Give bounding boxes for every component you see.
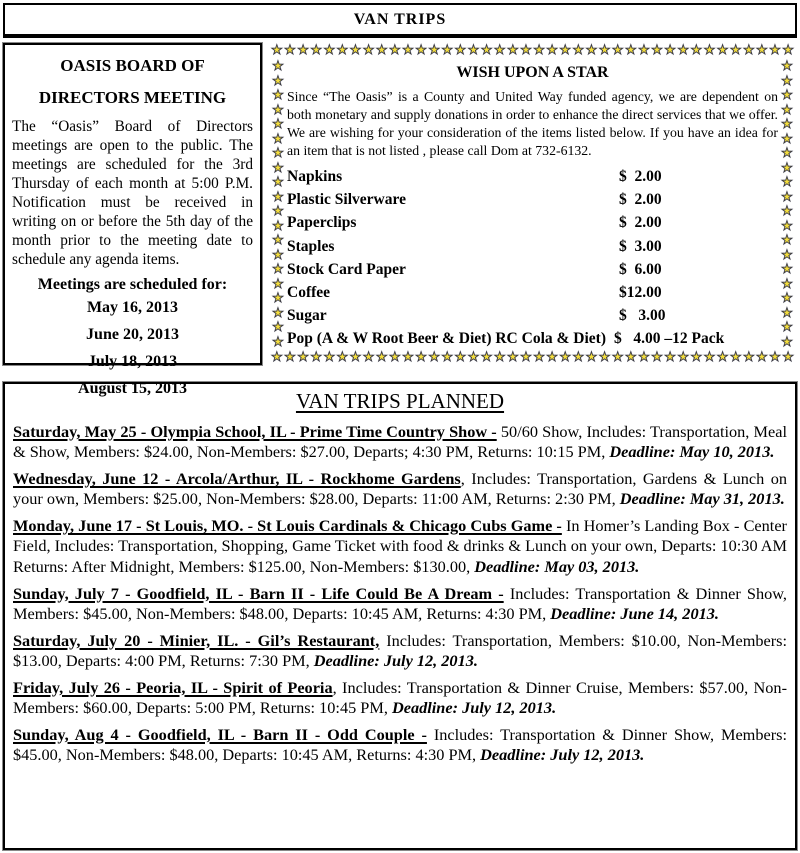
wish-item [287,284,778,307]
trip-deadline: Deadline: May 03, 2013. [474,556,640,576]
star-icon: ★ [506,349,519,364]
star-icon: ★ [716,42,729,57]
wish-item-list [287,168,778,354]
star-icon: ★ [272,290,284,306]
star-icon: ★ [467,42,480,57]
trip-entry [13,469,787,510]
wish-item [287,238,778,261]
star-icon: ★ [297,42,309,57]
star-icon: ★ [284,42,296,57]
trip-details: , Includes: Transportation & Dinner Cruise, Members: $57.00, Non-Members: $60.00, Departs: 5:00 PM, Returns: 10:45 PM, [13,677,787,718]
star-icon: ★ [651,42,663,57]
star-icon: ★ [506,42,519,57]
star-icon: ★ [703,349,716,364]
star-icon: ★ [272,203,284,219]
star-icon: ★ [585,42,598,57]
star-icon: ★ [598,349,611,364]
star-icon: ★ [624,42,637,57]
star-icon: ★ [428,42,440,57]
wish-item-name: Napkins [287,168,343,185]
star-icon: ★ [310,349,322,364]
star-icon: ★ [638,42,650,57]
star-icon: ★ [651,349,663,364]
star-icon: ★ [520,349,532,364]
star-icon: ★ [480,42,493,57]
star-icon: ★ [781,159,793,175]
trip-details: Includes: Transportation, Members: $10.00, Non-Members: $13.00, Departs: 4:00 PM, Returns: 7:30 PM, [13,630,788,670]
wish-item-price: $ 2.00 [619,168,662,185]
middle-row [3,42,797,397]
star-icon: ★ [781,101,793,117]
board-meeting-panel [3,43,262,397]
meeting-date: August 15, 2013 [78,380,187,397]
star-border-right [780,59,794,348]
star-icon: ★ [664,349,676,364]
trip-deadline: Deadline: July 12, 2013. [480,745,645,765]
star-icon: ★ [781,87,793,103]
star-icon: ★ [533,42,545,57]
star-icon: ★ [467,349,480,364]
star-icon: ★ [388,42,401,57]
trip-entry [13,422,787,463]
star-icon: ★ [272,58,284,73]
wish-item-name: Staples [287,237,335,255]
star-icon: ★ [769,349,781,364]
trip-title: Monday, June 17 - St Louis, MO. - St Louis Cardinals & Chicago Cubs Game - [13,516,562,536]
star-icon: ★ [756,42,768,57]
trip-deadline: Deadline: May 31, 2013. [619,489,785,509]
star-icon: ★ [729,42,742,57]
wish-intro: Since “The Oasis” is a County and United Way funded agency, we are dependent on both monetary and supply donations in order to enhance the direct services that we offer. We are wishing for your consideration of the items listed below. If you have an idea for an item that is not listed , please call Dom at 732-6132. [287,89,778,158]
meeting-date: July 18, 2013 [87,353,178,370]
star-icon: ★ [349,349,362,364]
wish-item [287,214,778,237]
star-icon: ★ [781,203,793,219]
trip-title: Sunday, July 7 - Goodfield, IL - Barn II - Life Could Be A Dream - [13,583,504,603]
van-trips-planned-panel [3,382,797,850]
trip-details: , Includes: Transportation, Gardens & Lunch on your own, Members: $25.00, Non-Members: $28.00, Departs: 11:00 AM, Returns: 2:30 PM, [13,469,788,509]
star-icon: ★ [781,246,793,262]
star-icon: ★ [781,217,793,233]
star-icon: ★ [272,275,284,291]
star-icon: ★ [310,42,322,57]
trip-title: Friday, July 26 - Peoria, IL - Spirit of Peoria [13,677,333,697]
star-icon: ★ [297,349,309,364]
star-icon: ★ [677,349,690,364]
star-icon: ★ [781,116,793,132]
wish-item-name: Paperclips [287,214,357,232]
star-icon: ★ [781,304,793,320]
trip-title: Saturday, July 20 - Minier, IL. - Gil’s Restaurant, [13,630,380,650]
trip-deadline: Deadline: June 14, 2013. [550,603,719,623]
star-icon: ★ [520,42,532,57]
trip-deadline: Deadline: May 10, 2013. [609,442,775,462]
wish-item-name: Pop (A & W Root Beer & Diet) RC Cola & Diet) [287,330,606,348]
wish-item-price: $ 6.00 [619,260,662,278]
page-title: VAN TRIPS [353,10,447,28]
star-icon: ★ [769,42,781,57]
wish-item-price: $12.00 [619,283,662,301]
star-icon: ★ [756,349,768,364]
trip-details: 50/60 Show, Includes: Transportation, Meal & Show, Members: $24.00, Non-Members: $27.00, Departs; 4:30 PM, Returns: 10:15 PM, [13,422,788,462]
star-icon: ★ [272,130,284,146]
star-icon: ★ [781,174,793,190]
star-icon: ★ [428,349,440,364]
star-icon: ★ [375,42,388,57]
star-icon: ★ [272,246,284,262]
star-icon: ★ [375,349,388,364]
board-meeting-body: The “Oasis” Board of Directors meetings are open to the public. The meetings are scheduled for the 3rd Thursday of each month at 5:00 P.M. Notification must be received in writing on or before the 5th day of the month prior to the meeting date to schedule any agenda items. [12,118,253,268]
board-meeting-title-line1: OASIS BOARD OF [60,56,205,75]
star-icon: ★ [454,349,467,364]
star-icon: ★ [742,349,755,364]
star-icon: ★ [272,261,284,277]
meeting-date: June 20, 2013 [86,326,179,343]
meeting-date: May 16, 2013 [86,299,179,316]
star-border-left [271,59,285,348]
star-icon: ★ [781,275,793,291]
star-icon: ★ [272,159,284,175]
star-icon: ★ [493,349,506,364]
star-icon: ★ [336,42,349,57]
star-icon: ★ [782,42,794,57]
star-icon: ★ [664,42,676,57]
star-icon: ★ [703,42,716,57]
trip-deadline: Deadline: July 12, 2013. [313,650,478,670]
star-icon: ★ [781,319,793,335]
star-icon: ★ [572,349,585,364]
star-icon: ★ [781,58,793,73]
star-icon: ★ [272,304,284,320]
star-icon: ★ [781,72,793,88]
wish-item [287,330,778,353]
star-icon: ★ [323,349,336,364]
star-icon: ★ [559,42,572,57]
star-border-top [271,43,794,57]
meeting-schedule-heading: Meetings are scheduled for: [37,276,228,293]
star-icon: ★ [533,349,545,364]
star-icon: ★ [388,349,401,364]
trip-entry [13,678,787,719]
star-icon: ★ [781,290,793,306]
star-icon: ★ [480,349,493,364]
trip-details: Includes: Transportation & Dinner Show, Members: $45.00, Non-Members: $48.00, Departs: 10:45 AM, Returns: 4:30 PM, [13,724,787,765]
star-icon: ★ [272,145,284,161]
wish-item [287,168,778,191]
star-icon: ★ [272,333,284,349]
star-icon: ★ [781,261,793,277]
star-icon: ★ [598,42,611,57]
star-icon: ★ [638,349,650,364]
star-icon: ★ [441,349,454,364]
star-icon: ★ [272,116,284,132]
wish-item-price: $ 2.00 [619,191,662,209]
board-meeting-title-line2: DIRECTORS MEETING [38,88,227,107]
star-icon: ★ [729,349,742,364]
star-icon: ★ [716,349,729,364]
star-icon: ★ [454,42,467,57]
star-icon: ★ [272,174,284,190]
star-icon: ★ [742,42,755,57]
star-icon: ★ [611,349,624,364]
wish-item [287,191,778,214]
page-title-banner [3,3,797,38]
star-icon: ★ [611,42,624,57]
star-icon: ★ [493,42,506,57]
trip-details: Includes: Transportation & Dinner Show, Members: $45.00, Non-Members: $48.00, Departs: 10:45 AM, Returns: 4:30 PM, [13,583,788,623]
star-icon: ★ [781,232,793,248]
trip-details: In Homer’s Landing Box - Center Field, Includes: Transportation, Shopping, Game Ticket with food & drinks & Lunch on your own, Departs: 10:30 AM Returns: After Midnight, Members: $125.00, Non-Members: $130.00, [13,516,787,576]
trip-entry [13,516,787,577]
wish-item-name: Sugar [287,307,327,325]
star-icon: ★ [272,101,284,117]
star-icon: ★ [415,349,427,364]
star-icon: ★ [415,42,427,57]
trip-entry [13,584,787,625]
trip-title: Wednesday, June 12 - Arcola/Arthur, IL - Rockhome Gardens [13,469,461,489]
wish-item-price: $ 4.00 –12 Pack [613,330,725,348]
star-icon: ★ [781,130,793,146]
star-icon: ★ [585,349,598,364]
star-icon: ★ [781,145,793,161]
wish-item-name: Plastic Silverware [287,191,406,209]
star-icon: ★ [546,349,558,364]
trip-title: Sunday, Aug 4 - Goodfield, IL - Barn II - Odd Couple - [13,724,427,744]
star-icon: ★ [362,349,375,364]
trip-entry [13,631,787,672]
star-icon: ★ [362,42,375,57]
star-icon: ★ [559,349,572,364]
star-icon: ★ [272,217,284,233]
star-icon: ★ [272,87,284,103]
trip-entry [13,725,787,766]
wish-content [287,58,778,350]
star-icon: ★ [781,333,793,349]
star-icon: ★ [272,319,284,335]
star-icon: ★ [781,188,793,204]
star-icon: ★ [323,42,336,57]
trip-deadline: Deadline: July 12, 2013. [391,698,557,718]
star-icon: ★ [284,349,296,364]
star-icon: ★ [782,349,794,364]
star-icon: ★ [572,42,585,57]
wish-item-price: $ 3.00 [619,237,662,255]
wish-upon-a-star-panel [268,43,797,365]
star-icon: ★ [677,42,690,57]
trip-title: Saturday, May 25 - Olympia School, IL - Prime Time Country Show - [13,422,497,441]
wish-item-name: Coffee [287,283,331,301]
star-icon: ★ [272,232,284,248]
wish-item-price: $ 2.00 [619,214,662,232]
star-icon: ★ [271,42,283,57]
star-icon: ★ [441,42,454,57]
star-icon: ★ [690,42,703,57]
wish-item-name: Stock Card Paper [287,260,406,278]
star-icon: ★ [690,349,703,364]
star-icon: ★ [272,72,284,88]
star-icon: ★ [546,42,558,57]
star-icon: ★ [349,42,362,57]
star-icon: ★ [402,349,414,364]
wish-item-price: $ 3.00 [619,307,666,325]
star-icon: ★ [271,349,283,364]
van-trips-planned-title-text: VAN TRIPS PLANNED [295,389,505,413]
wish-title: WISH UPON A STAR [456,64,609,81]
star-icon: ★ [272,188,284,204]
wish-item [287,261,778,284]
star-icon: ★ [336,349,349,364]
star-icon: ★ [402,42,414,57]
star-icon: ★ [624,349,637,364]
wish-item [287,307,778,330]
